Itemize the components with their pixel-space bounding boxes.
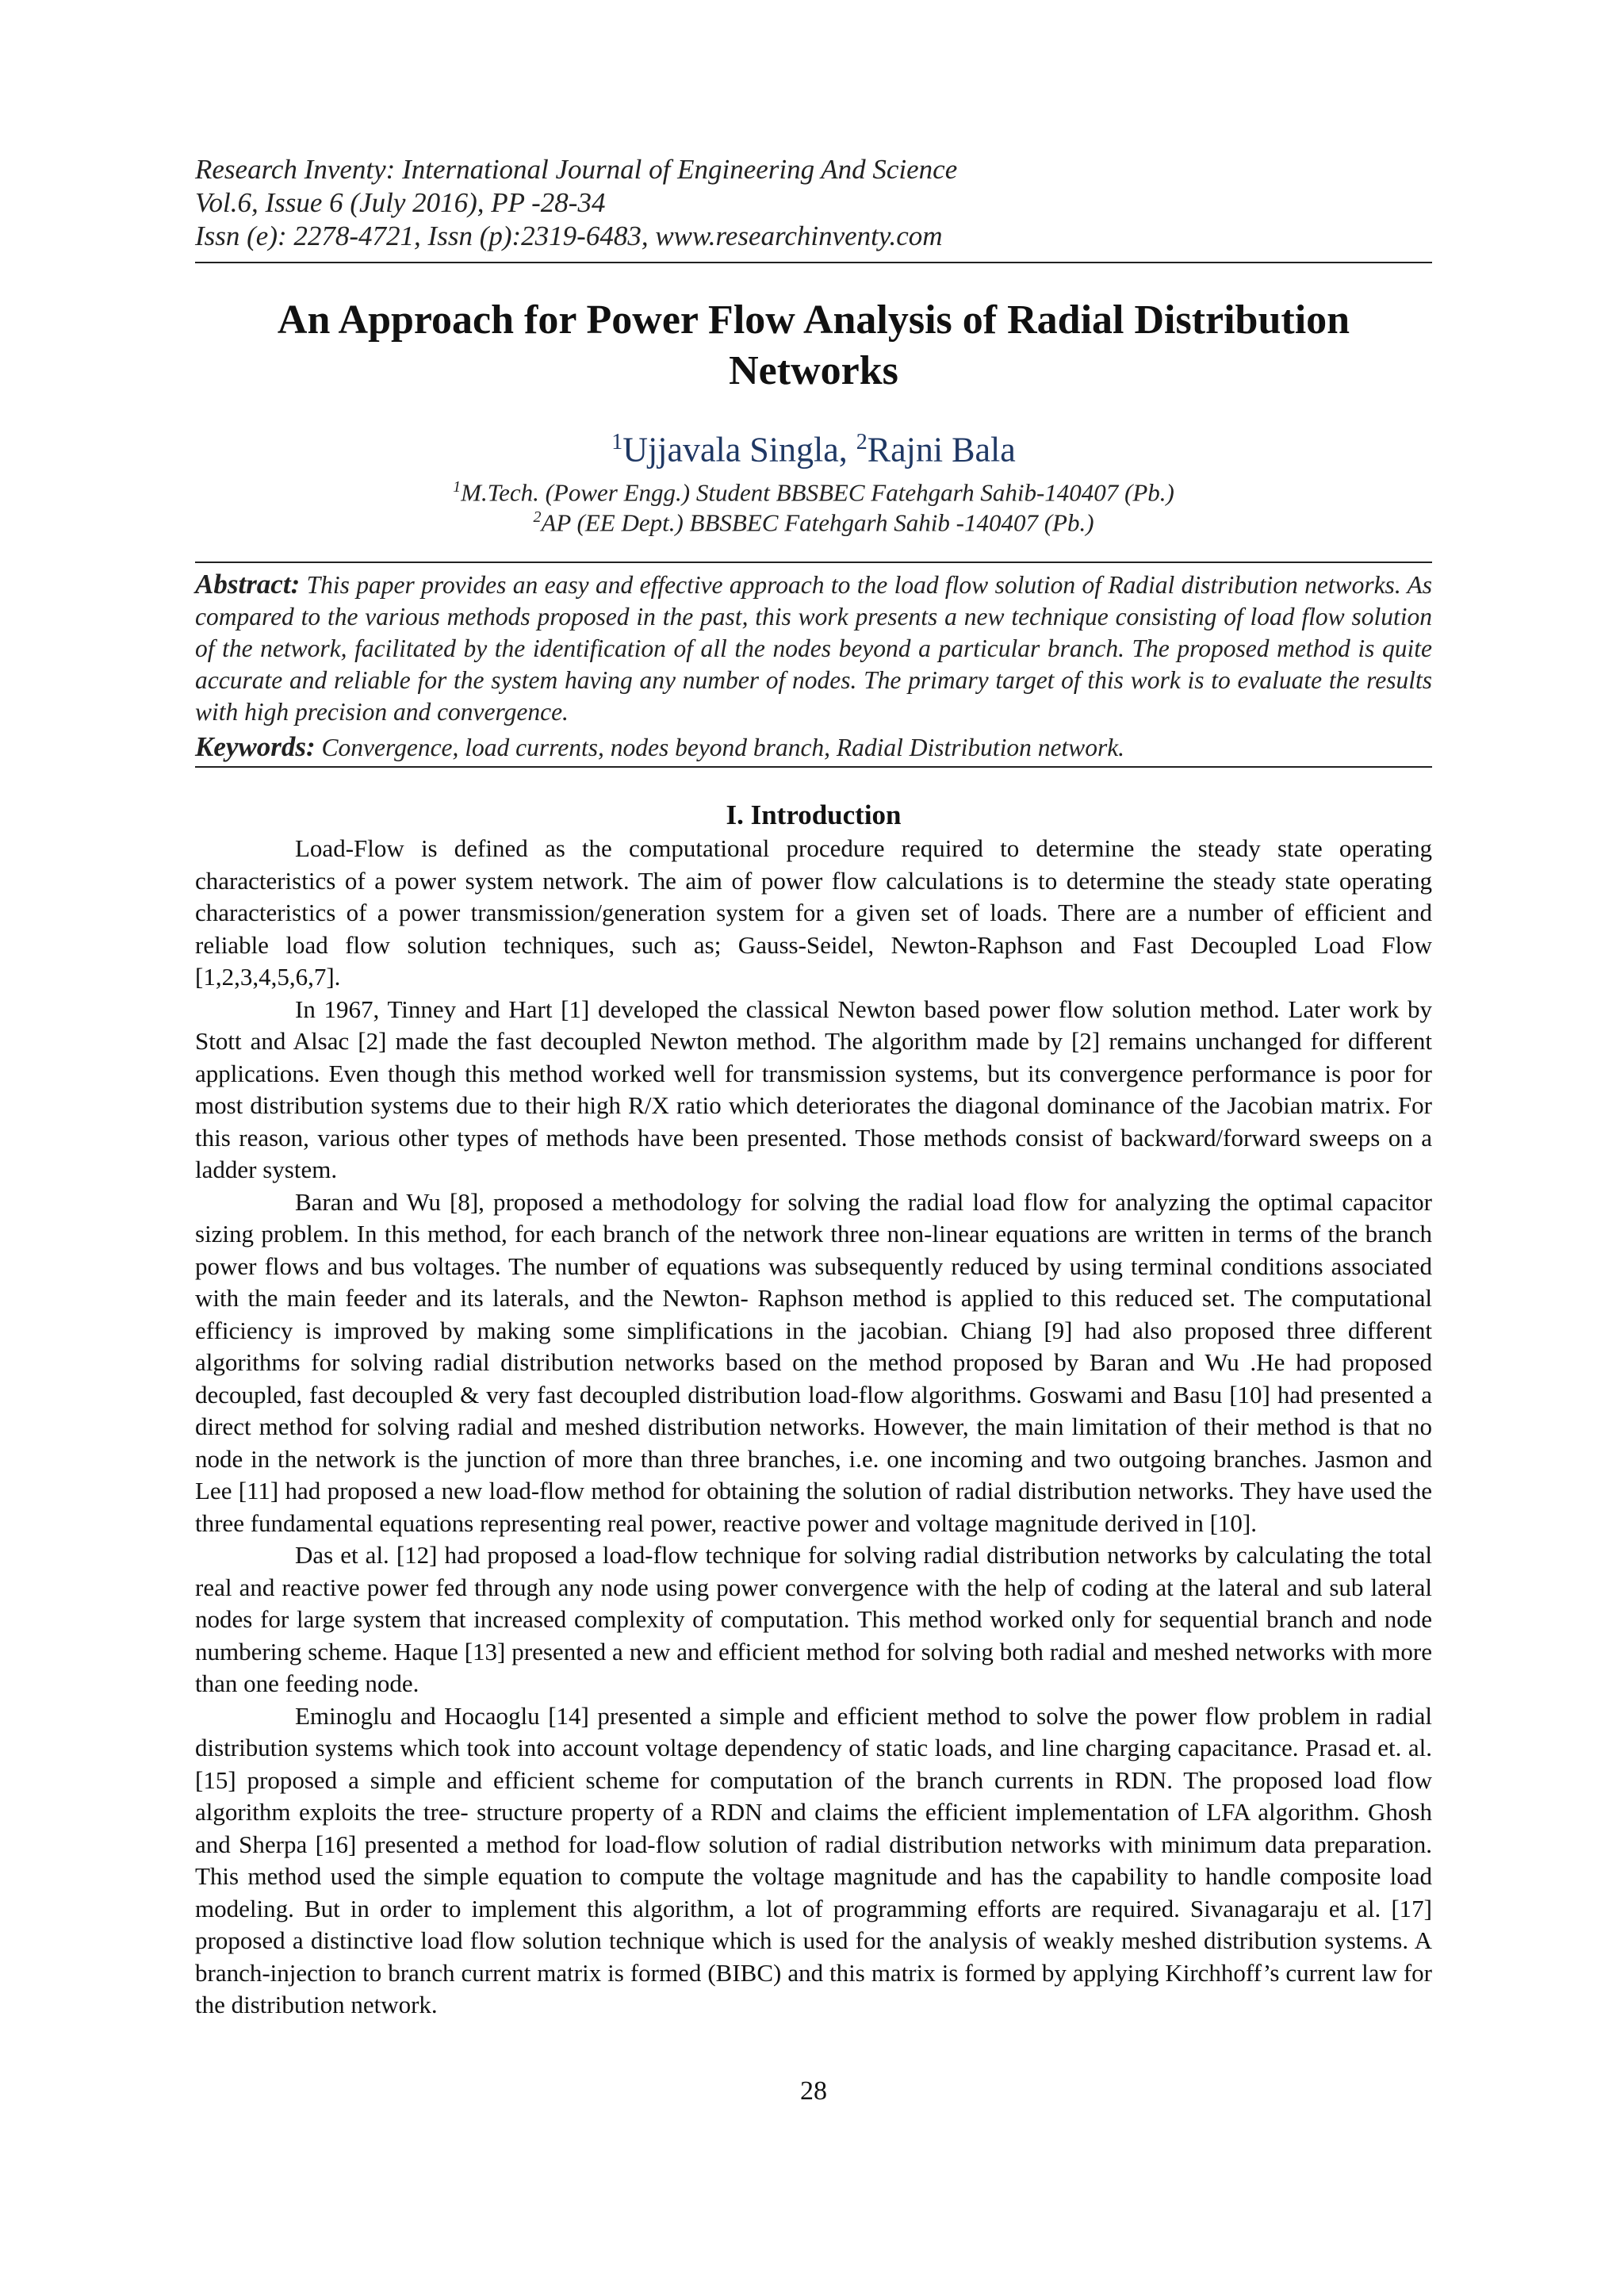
affiliation-1-marker: 1: [453, 478, 462, 496]
keywords: [195, 731, 1432, 764]
author-list: [195, 421, 1432, 472]
abstract: [195, 569, 1432, 728]
title-line-2: Networks: [729, 348, 898, 393]
paragraph: Load-Flow is defined as the computational procedure required to determine the steady state operating characteristics of a power system network. The aim of power flow calculations is to determine the steady state operating characteristics of a power transmission/generation system for a given set of loads. There are a number of efficient and reliable load flow solution techniques, such as; Gauss-Seidel, Newton-Raphson and Fast Decoupled Load Flow [1,2,3,4,5,6,7].: [195, 834, 1432, 991]
abstract-top-rule: [195, 562, 1432, 563]
page-number: 28: [800, 2076, 827, 2106]
author-1-marker: 1: [611, 430, 623, 454]
journal-header: [195, 153, 1432, 253]
author-2-marker: 2: [856, 430, 868, 454]
abstract-bottom-rule: [195, 766, 1432, 768]
abstract-label: Abstract:: [195, 569, 301, 600]
author-2: Rajni Bala: [867, 430, 1016, 470]
title-line-1: An Approach for Power Flow Analysis of Radial Distribution: [277, 297, 1350, 343]
section-body: [195, 833, 1432, 2022]
journal-issn: Issn (e): 2278-4721, Issn (p):2319-6483, www.researchinventy.com: [195, 220, 943, 251]
affiliation-2-marker: 2: [533, 508, 542, 526]
paragraph: Eminoglu and Hocaoglu [14] presented a simple and efficient method to solve the power flow problem in radial distribution systems which took into account voltage dependency of static loads, and line charging capacitance. Prasad et. al. [15] proposed a simple and efficient scheme for computation of the branch currents in RDN. The proposed load flow algorithm exploits the tree- structure property of a RDN and claims the efficient implementation of LFA algorithm. Ghosh and Sherpa [16] presented a method for load-flow solution of radial distribution networks with minimum data preparation. This method used the simple equation to compute the voltage magnitude and has the capability to handle composite load modeling. But in order to implement this algorithm, a lot of programming efforts are required. Sivanagaraju et al. [17] proposed a distinctive load flow solution technique which is used for the analysis of weakly meshed distribution systems. A branch-injection to branch current matrix is formed (BIBC) and this matrix is formed by applying Kirchhoff’s current law for the distribution network.: [195, 1701, 1432, 2018]
abstract-text: This paper provides an easy and effective approach to the load flow solution of Radial distribution networks. As compared to the various methods proposed in the past, this work presents a new technique consisting of load flow solution of the network, facilitated by the identification of all the nodes beyond a particular branch. The proposed method is quite accurate and reliable for the system having any number of nodes. The primary target of this work is to evaluate the results with high precision and convergence.: [195, 571, 1432, 726]
author-1: Ujjavala Singla,: [622, 430, 856, 470]
affiliation-2-text: AP (EE Dept.) BBSBEC Fatehgarh Sahib -140407 (Pb.): [541, 508, 1094, 537]
affiliation-2: [195, 502, 1432, 538]
header-divider: [195, 262, 1432, 263]
keywords-text: Convergence, load currents, nodes beyond branch, Radial Distribution network.: [315, 734, 1125, 761]
journal-name: Research Inventy: International Journal of Engineering And Science: [195, 154, 958, 185]
section-heading: I. Introduction: [726, 799, 902, 830]
paragraph: Das et al. [12] had proposed a load-flow technique for solving radial distribution networks by calculating the total real and reactive power fed through any node using power convergence with the help of coding at the lateral and sub lateral nodes for large system that increased complexity of computation. This method worked only for sequential branch and node numbering scheme. Haque [13] presented a new and efficient method for solving both radial and meshed networks with more than one feeding node.: [195, 1541, 1432, 1697]
keywords-label: Keywords:: [195, 731, 316, 762]
paper-title: [195, 295, 1432, 397]
paragraph: Baran and Wu [8], proposed a methodology for solving the radial load flow for analyzing the optimal capacitor sizing problem. In this method, for each branch of the network three non-linear equations are written in terms of the branch power flows and bus voltages. The number of equations was subsequently reduced by using terminal conditions associated with the main feeder and its laterals, and the Newton- Raphson method is applied to this reduced set. The computational efficiency is improved by making some simplifications in the jacobian. Chiang [9] had also proposed three different algorithms for solving radial distribution networks based on the method proposed by Baran and Wu .He had proposed decoupled, fast decoupled & very fast decoupled distribution load-flow algorithms. Goswami and Basu [10] had presented a direct method for solving radial and meshed distribution networks. However, the main limitation of their method is that no node in the network is the junction of more than three branches, i.e. one incoming and two outgoing branches. Jasmon and Lee [11] had proposed a new load-flow method for obtaining the solution of radial distribution networks. They have used the three fundamental equations representing real power, reactive power and voltage magnitude derived in [10].: [195, 1187, 1432, 1537]
journal-volume: Vol.6, Issue 6 (July 2016), PP -28-34: [195, 187, 606, 218]
paragraph: In 1967, Tinney and Hart [1] developed the classical Newton based power flow solution method. Later work by Stott and Alsac [2] made the fast decoupled Newton method. The algorithm made by [2] remains unchanged for different applications. Even though this method worked well for transmission systems, but its convergence performance is poor for most distribution systems due to their high R/X ratio which deteriorates the diagonal dominance of the Jacobian matrix. For this reason, various other types of methods have been presented. Those methods consist of backward/forward sweeps on a ladder system.: [195, 995, 1432, 1183]
affiliation-1-text: M.Tech. (Power Engg.) Student BBSBEC Fatehgarh Sahib-140407 (Pb.): [461, 478, 1174, 507]
